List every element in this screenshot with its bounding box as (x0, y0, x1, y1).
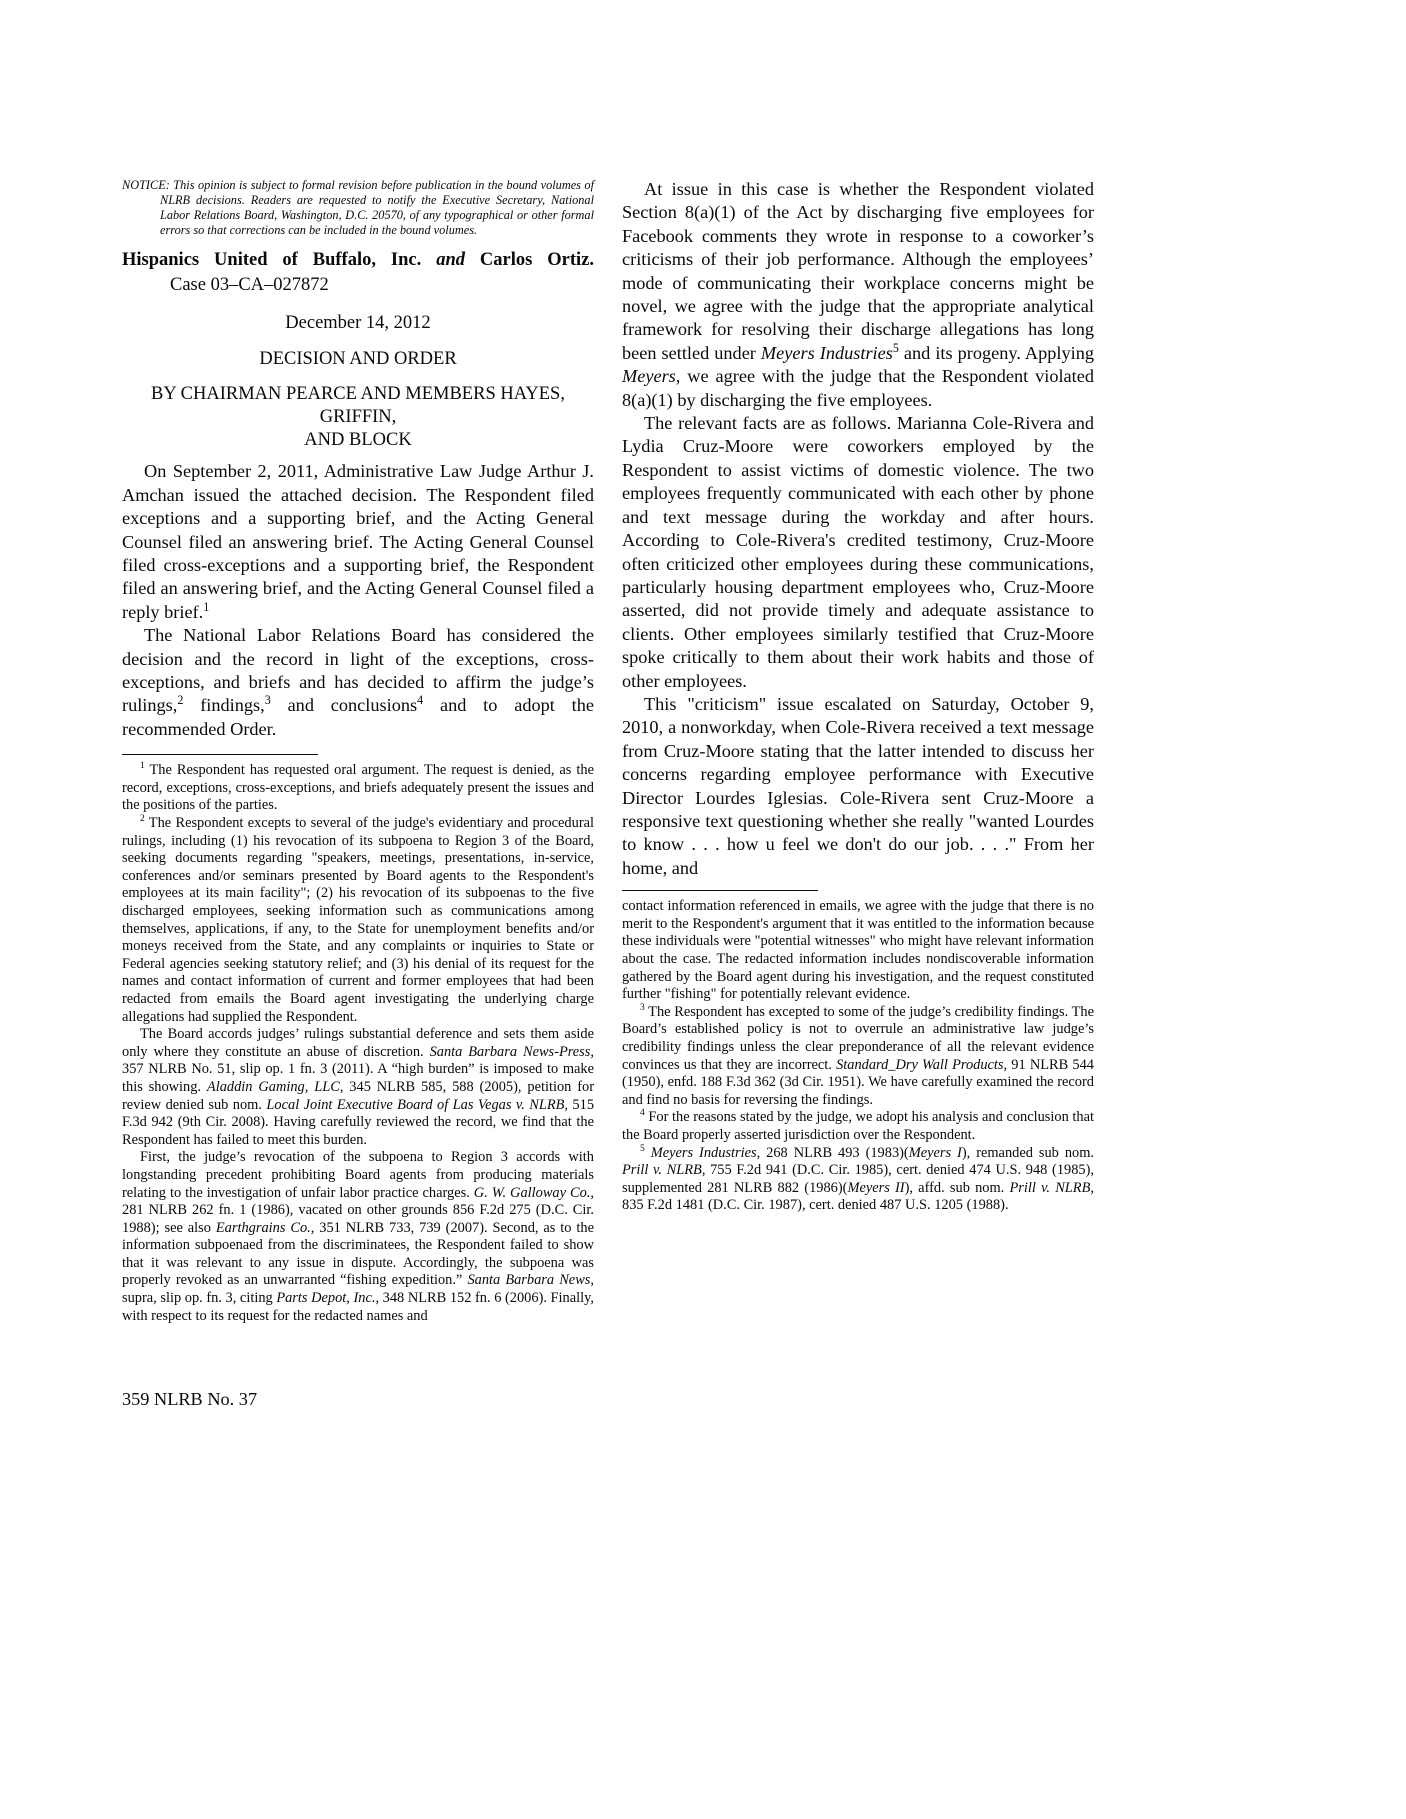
right-column (622, 178, 1094, 1215)
footnote-ref-3[interactable]: 3 (264, 693, 271, 708)
footnote-2-para-2: The Board accords judges’ rulings substantial deference and sets them aside only where they constitute an abuse of discretion. Santa Barbara News-Press, 357 NLRB No. 51, slip op. 1 fn. 3 (2011). A “high burden” is imposed to make this showing. Aladdin Gaming, LLC, 345 NLRB 585, 588 (2005), petition for review denied sub nom. Local Joint Executive Board of Las Vegas v. NLRB, 515 F.3d 942 (9th Cir. 2008). Having carefully reviewed the record, we find that the Respondent has failed to meet this burden. (122, 1026, 595, 1148)
footnote-1-marker: 1 (140, 761, 145, 772)
footnote-ref-4[interactable]: 4 (417, 693, 424, 708)
decision-date: December 14, 2012 (285, 313, 431, 334)
notice-block: NOTICE: This opinion is subject to formal revision before publication in the bound volumes of NLRB decisions. Readers are requested to notify the Executive Secretary, National Labor Relations Board, Washington, D.C. 20570, of any typographical or other formal errors so that corrections can be included in the bound volumes. (122, 178, 594, 238)
case-title (122, 249, 594, 272)
footnote-2-para-3: First, the judge’s revocation of the subpoena to Region 3 accords with longstanding precedent prohibiting Board agents from producing materials relating to the investigation of unfair labor practice charges. G. W. Galloway Co., 281 NLRB 262 fn. 1 (1986), vacated on other grounds 856 F.2d 275 (D.C. Cir. 1988); see also Earthgrains Co., 351 NLRB 733, 739 (2007). Second, as to the information subpoenaed from the discriminatees, the Respondent failed to show that it was relevant to any issue in dispute. Accordingly, the subpoena was properly revoked as an unwarranted “fishing expedition.” Santa Barbara News, supra, slip op. fn. 3, citing Parts Depot, Inc., 348 NLRB 152 fn. 6 (2006). Finally, with respect to its request for the redacted names and (122, 1149, 594, 1324)
footnote-2-marker: 2 (140, 814, 145, 825)
case-title-party1: Hispanics United of Buffalo, Inc. (122, 250, 422, 271)
case-title-and: and (436, 250, 465, 271)
left-paragraph-2-text: The National Labor Relations Board has considered the decision and the record in light of the exceptions, cross-exceptions, and briefs and has decided to affirm the judge’s rulings, (122, 625, 594, 716)
left-paragraph-1 (122, 460, 594, 624)
footnote-separator-right (622, 890, 818, 891)
footnote-ref-5[interactable]: 5 (892, 340, 899, 355)
footnote-3-marker: 3 (640, 1002, 645, 1013)
footnote-5-marker: 5 (640, 1143, 645, 1154)
footnote-4-text: For the reasons stated by the judge, we adopt his analysis and conclusion that the Board properly asserted jurisdiction over the Respondent. (622, 1109, 1094, 1143)
page-footer-citation: 359 NLRB No. 37 (122, 1389, 258, 1409)
footnote-ref-1[interactable]: 1 (203, 599, 210, 614)
footnote-separator-left (122, 754, 318, 755)
two-column-layout (122, 178, 1284, 1338)
right-paragraph-1: At issue in this case is whether the Respondent violated Section 8(a)(1) of the Act by discharging five employees for Facebook comments they wrote in response to a coworker’s criticisms of their job performance. Although the employees’ mode of communicating their workplace concerns might be novel, we agree with the judge that the appropriate analytical framework for resolving their discharge allegations has long been settled under Meyers Industries$^5$ and its progeny. Applying Meyers, we agree with the judge that the Respondent violated 8(a)(1) by discharging the five employees. (622, 179, 1094, 410)
left-paragraph-1-text: On September 2, 2011, Administrative Law Judge Arthur J. Amchan issued the attached decision. The Respondent filed exceptions and a supporting brief, and the Acting General Counsel filed an answering brief. The Acting General Counsel filed cross-exceptions and a supporting brief, the Respondent filed an answering brief, and the Acting General Counsel filed a reply brief. (122, 461, 594, 622)
left-paragraph-2: The National Labor Relations Board has considered the decision and the record in light of the exceptions, cross-exceptions, and briefs and has decided to affirm the judge’s rulings,$^2$ findings,$^3$ and conclusions$^4$ and to adopt the recommended Order. (122, 625, 594, 739)
decision-heading: DECISION AND ORDER (259, 349, 457, 370)
footnote-2 (122, 815, 594, 1026)
byline (122, 383, 594, 452)
byline-line-1: BY CHAIRMAN PEARCE AND MEMBERS HAYES, GRIFFIN, (151, 384, 565, 428)
case-title-party2: Carlos Ortiz. (479, 250, 595, 271)
right-paragraph-2: The relevant facts are as follows. Marianna Cole-Rivera and Lydia Cruz-Moore were coworkers employed by the Respondent to assist victims of domestic violence. The two employees frequently communicated with each other by phone and text message during the workday and after hours. According to Cole-Rivera's credited testimony, Cruz-Moore often criticized other employees during these communications, particularly housing department employees who, Cruz-Moore asserted, did not provide timely and adequate assistance to clients. Other employees similarly testified that Cruz-Moore spoke critically to them about their work habits and those of other employees. (622, 413, 1094, 691)
case-number: Case 03–CA–027872 (170, 275, 329, 296)
footnote-2-text: The Respondent excepts to several of the judge's evidentiary and procedural rulings, including (1) his revocation of its subpoena to Region 3 of the Board, seeking documents regarding "speakers, meetings, presentations, in-service, conferences and/or seminars presented by Board agents to the Respondent's employees at its main facility"; (2) his revocation of its subpoenas to the five discharged employees, seeking information such as communications among themselves, applications, if any, to the State for unemployment benefits and/or moneys received from the State, and any complaints or inquiries to State or Federal agencies seeking statutory relief; and (3) his denial of its request for the names and contact information of current and former employees that had been redacted from emails the Board agent investigating the underlying charge allegations had supplied the Respondent. (122, 815, 594, 1025)
footnote-2-continuation: contact information referenced in emails, we agree with the judge that there is no merit to the Respondent's argument that it was entitled to the information because these individuals were "potential witnesses" who might have relevant information about the case. The redacted information includes nondiscoverable information gathered by the Board agent during his investigation, and the request constituted further "fishing" for potentially relevant evidence. (622, 898, 1094, 1003)
footnote-4 (622, 1109, 1094, 1144)
footnote-4-marker: 4 (640, 1108, 645, 1119)
byline-line-2: AND BLOCK (304, 430, 412, 451)
footnote-1 (122, 762, 594, 815)
left-column (122, 178, 594, 1325)
footnote-1-text: The Respondent has requested oral argument. The request is denied, as the record, exceptions, cross-exceptions, and briefs adequately present the issues and the positions of the parties. (122, 762, 594, 814)
footnote-ref-2[interactable]: 2 (177, 693, 184, 708)
right-paragraph-3: This "criticism" issue escalated on Saturday, October 9, 2010, a nonworkday, when Cole-Rivera received a text message from Cruz-Moore stating that the latter intended to discuss her concerns regarding employee performance with Executive Director Lourdes Iglesias. Cole-Rivera sent Cruz-Moore a responsive text questioning whether she really "wanted Lourdes to know . . . how u feel we don't do our job. . . ." From her home, and (622, 693, 1094, 878)
footnote-3: $^3$ The Respondent has excepted to some of the judge’s credibility findings. The Board’s established policy is not to overrule an administrative law judge’s credibility findings unless the clear preponderance of all the relevant evidence convinces us that they are incorrect. Standard_Dry Wall Products, 91 NLRB 544 (1950), enfd. 188 F.3d 362 (3d Cir. 1951). We have carefully examined the record and find no basis for reversing the findings. (622, 1002, 1095, 1108)
footnote-5: $^5$ Meyers Industries, 268 NLRB 493 (1983)(Meyers I), remanded sub nom. Prill v. NLRB, 755 F.2d 941 (D.C. Cir. 1985), cert. denied 474 U.S. 948 (1985), supplemented 281 NLRB 882 (1986)(Meyers II), affd. sub nom. Prill v. NLRB, 835 F.2d 1481 (D.C. Cir. 1987), cert. denied 487 U.S. 1205 (1988). (622, 1143, 1095, 1214)
